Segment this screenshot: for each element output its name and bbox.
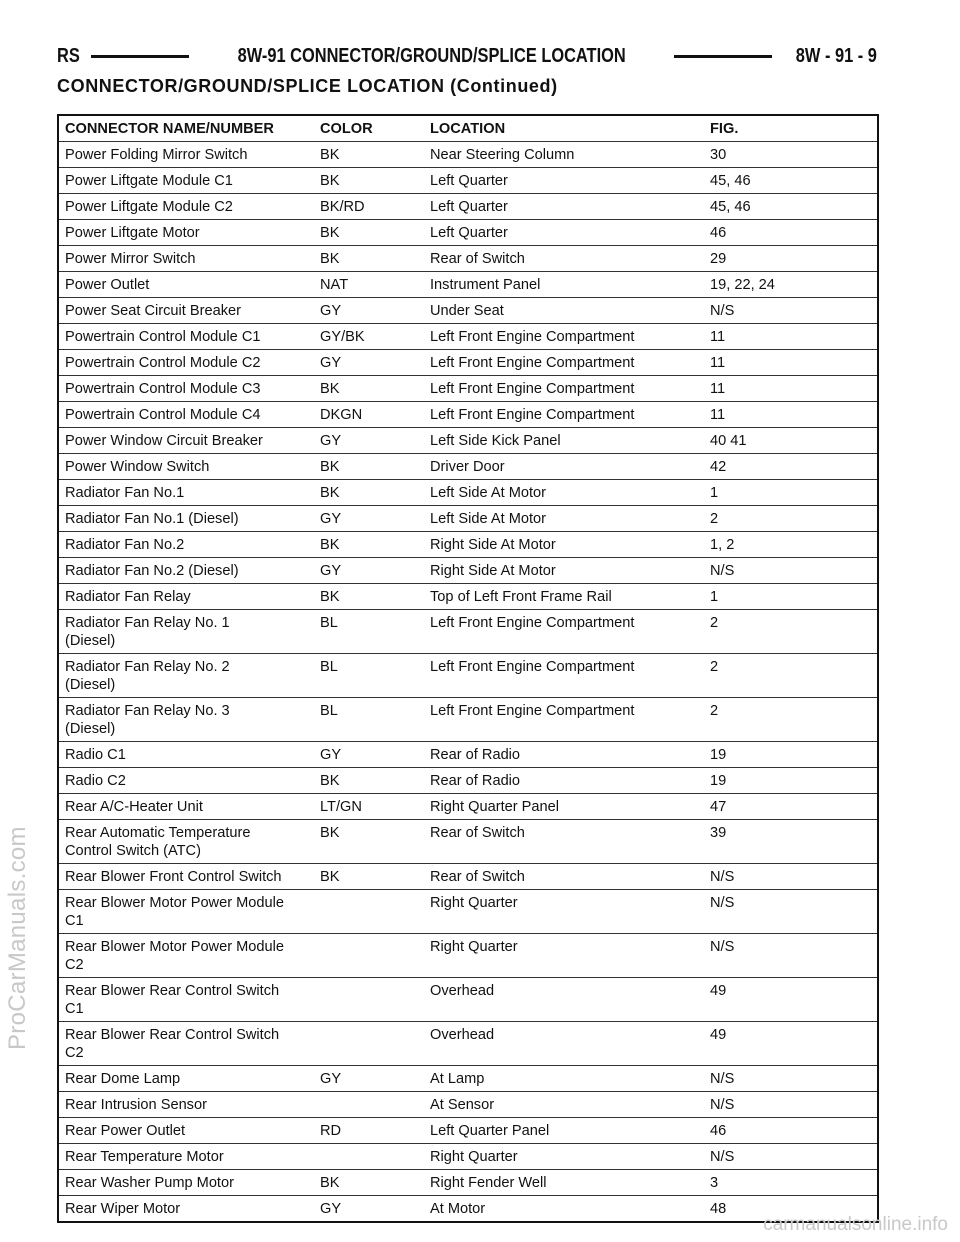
cell-color: BK <box>314 246 424 272</box>
cell-location: Left Front Engine Compartment <box>424 324 704 350</box>
cell-location: Rear of Switch <box>424 864 704 890</box>
cell-color: BK <box>314 220 424 246</box>
cell-location: Left Front Engine Compartment <box>424 350 704 376</box>
cell-connector-name: Radiator Fan No.1 (Diesel) <box>58 506 314 532</box>
cell-location: Left Front Engine Compartment <box>424 654 704 698</box>
table-row <box>58 1144 878 1170</box>
table-row <box>58 428 878 454</box>
cell-connector-name: Radiator Fan Relay No. 1 (Diesel) <box>58 610 314 654</box>
cell-connector-name: Powertrain Control Module C1 <box>58 324 314 350</box>
cell-color: LT/GN <box>314 794 424 820</box>
table-row <box>58 742 878 768</box>
cell-location: Right Quarter <box>424 1144 704 1170</box>
cell-location: At Lamp <box>424 1066 704 1092</box>
cell-fig: 2 <box>704 654 878 698</box>
section-title: 8W-91 CONNECTOR/GROUND/SPLICE LOCATION <box>237 44 626 67</box>
cell-fig: N/S <box>704 1144 878 1170</box>
footer-watermark: carmanualsonline.info <box>763 1214 948 1235</box>
column-header-location: LOCATION <box>424 115 704 142</box>
column-header-fig: FIG. <box>704 115 878 142</box>
cell-location: Left Front Engine Compartment <box>424 402 704 428</box>
cell-fig: N/S <box>704 558 878 584</box>
cell-connector-name: Rear Automatic Temperature Control Switch (ATC) <box>58 820 314 864</box>
table-row <box>58 768 878 794</box>
table-row <box>58 654 878 698</box>
cell-color: NAT <box>314 272 424 298</box>
cell-fig: 19 <box>704 742 878 768</box>
cell-location: Overhead <box>424 978 704 1022</box>
cell-color: BK/RD <box>314 194 424 220</box>
table-body <box>58 142 878 1223</box>
cell-connector-name: Powertrain Control Module C2 <box>58 350 314 376</box>
cell-location: Left Front Engine Compartment <box>424 376 704 402</box>
cell-location: Left Front Engine Compartment <box>424 698 704 742</box>
cell-connector-name: Rear A/C-Heater Unit <box>58 794 314 820</box>
cell-connector-name: Rear Blower Rear Control Switch C1 <box>58 978 314 1022</box>
cell-location: Left Side At Motor <box>424 480 704 506</box>
cell-location: Rear of Radio <box>424 768 704 794</box>
table-row <box>58 1022 878 1066</box>
table-row <box>58 324 878 350</box>
side-watermark: ProCarManuals.com <box>4 826 31 1050</box>
table-row <box>58 272 878 298</box>
cell-color: BK <box>314 864 424 890</box>
cell-color: BK <box>314 480 424 506</box>
cell-connector-name: Power Window Switch <box>58 454 314 480</box>
connector-table <box>57 114 879 1223</box>
table-row <box>58 890 878 934</box>
cell-fig: 2 <box>704 506 878 532</box>
cell-location: Left Quarter <box>424 168 704 194</box>
cell-color: BK <box>314 142 424 168</box>
cell-fig: 40 41 <box>704 428 878 454</box>
cell-location: At Sensor <box>424 1092 704 1118</box>
page-subtitle: CONNECTOR/GROUND/SPLICE LOCATION (Continued) <box>57 76 558 96</box>
cell-connector-name: Rear Dome Lamp <box>58 1066 314 1092</box>
cell-location: Near Steering Column <box>424 142 704 168</box>
cell-location: Right Fender Well <box>424 1170 704 1196</box>
cell-color: RD <box>314 1118 424 1144</box>
cell-color: BK <box>314 584 424 610</box>
cell-fig: 2 <box>704 610 878 654</box>
table-row <box>58 978 878 1022</box>
cell-color: BK <box>314 454 424 480</box>
cell-connector-name: Powertrain Control Module C3 <box>58 376 314 402</box>
table-row <box>58 194 878 220</box>
cell-fig: 30 <box>704 142 878 168</box>
cell-connector-name: Power Liftgate Module C1 <box>58 168 314 194</box>
cell-location: Under Seat <box>424 298 704 324</box>
cell-location: At Motor <box>424 1196 704 1223</box>
cell-location: Rear of Radio <box>424 742 704 768</box>
table-row <box>58 246 878 272</box>
cell-fig: N/S <box>704 298 878 324</box>
cell-location: Right Quarter Panel <box>424 794 704 820</box>
table-row <box>58 610 878 654</box>
cell-connector-name: Radiator Fan No.2 <box>58 532 314 558</box>
table-row <box>58 480 878 506</box>
cell-location: Right Side At Motor <box>424 532 704 558</box>
cell-connector-name: Radiator Fan Relay No. 3 (Diesel) <box>58 698 314 742</box>
cell-fig: 2 <box>704 698 878 742</box>
cell-connector-name: Power Window Circuit Breaker <box>58 428 314 454</box>
cell-location: Left Side Kick Panel <box>424 428 704 454</box>
table-row <box>58 298 878 324</box>
cell-connector-name: Radiator Fan No.1 <box>58 480 314 506</box>
cell-connector-name: Rear Blower Rear Control Switch C2 <box>58 1022 314 1066</box>
cell-color <box>314 1092 424 1118</box>
cell-fig: 48 <box>704 1196 878 1223</box>
table-header-row <box>58 115 878 142</box>
cell-color: GY <box>314 742 424 768</box>
cell-connector-name: Radiator Fan Relay No. 2 (Diesel) <box>58 654 314 698</box>
section-code: RS <box>57 44 80 67</box>
table-row <box>58 506 878 532</box>
cell-color: BK <box>314 168 424 194</box>
cell-fig: 46 <box>704 1118 878 1144</box>
table-row <box>58 934 878 978</box>
cell-connector-name: Rear Blower Motor Power Module C1 <box>58 890 314 934</box>
cell-location: Left Quarter <box>424 194 704 220</box>
cell-connector-name: Power Outlet <box>58 272 314 298</box>
cell-fig: 11 <box>704 402 878 428</box>
cell-fig: 42 <box>704 454 878 480</box>
cell-location: Left Side At Motor <box>424 506 704 532</box>
cell-color <box>314 978 424 1022</box>
column-header-name: CONNECTOR NAME/NUMBER <box>58 115 314 142</box>
cell-connector-name: Rear Intrusion Sensor <box>58 1092 314 1118</box>
cell-fig: 11 <box>704 324 878 350</box>
cell-fig: 45, 46 <box>704 168 878 194</box>
page-header <box>57 42 877 70</box>
cell-color: GY <box>314 506 424 532</box>
cell-fig: N/S <box>704 1066 878 1092</box>
cell-fig: N/S <box>704 864 878 890</box>
table-row <box>58 454 878 480</box>
cell-connector-name: Rear Washer Pump Motor <box>58 1170 314 1196</box>
cell-color: GY <box>314 558 424 584</box>
cell-color: BK <box>314 376 424 402</box>
table-row <box>58 1066 878 1092</box>
cell-color <box>314 1144 424 1170</box>
cell-fig: 29 <box>704 246 878 272</box>
table-row <box>58 584 878 610</box>
cell-connector-name: Powertrain Control Module C4 <box>58 402 314 428</box>
cell-fig: N/S <box>704 890 878 934</box>
table-row <box>58 794 878 820</box>
page-number: 8W - 91 - 9 <box>795 44 877 67</box>
cell-connector-name: Power Liftgate Motor <box>58 220 314 246</box>
cell-color: BK <box>314 1170 424 1196</box>
cell-color: BK <box>314 532 424 558</box>
cell-connector-name: Radiator Fan Relay <box>58 584 314 610</box>
cell-location: Left Front Engine Compartment <box>424 610 704 654</box>
cell-location: Top of Left Front Frame Rail <box>424 584 704 610</box>
cell-color: GY <box>314 298 424 324</box>
cell-fig: N/S <box>704 1092 878 1118</box>
table-row <box>58 532 878 558</box>
table-row <box>58 1118 878 1144</box>
cell-color: BL <box>314 654 424 698</box>
cell-connector-name: Rear Blower Motor Power Module C2 <box>58 934 314 978</box>
cell-location: Overhead <box>424 1022 704 1066</box>
cell-location: Left Quarter <box>424 220 704 246</box>
cell-color: BK <box>314 820 424 864</box>
table-row <box>58 220 878 246</box>
cell-color: BL <box>314 610 424 654</box>
cell-color: DKGN <box>314 402 424 428</box>
table-row <box>58 376 878 402</box>
cell-fig: 49 <box>704 1022 878 1066</box>
cell-fig: 49 <box>704 978 878 1022</box>
cell-color: GY <box>314 1066 424 1092</box>
cell-color <box>314 890 424 934</box>
cell-fig: N/S <box>704 934 878 978</box>
cell-connector-name: Power Folding Mirror Switch <box>58 142 314 168</box>
cell-location: Right Quarter <box>424 890 704 934</box>
cell-location: Instrument Panel <box>424 272 704 298</box>
cell-fig: 11 <box>704 350 878 376</box>
cell-fig: 3 <box>704 1170 878 1196</box>
column-header-color: COLOR <box>314 115 424 142</box>
cell-connector-name: Rear Blower Front Control Switch <box>58 864 314 890</box>
cell-fig: 39 <box>704 820 878 864</box>
cell-connector-name: Rear Temperature Motor <box>58 1144 314 1170</box>
cell-location: Right Quarter <box>424 934 704 978</box>
table-row <box>58 402 878 428</box>
table-row <box>58 1196 878 1223</box>
cell-color: BK <box>314 768 424 794</box>
cell-location: Driver Door <box>424 454 704 480</box>
cell-fig: 1, 2 <box>704 532 878 558</box>
table-row <box>58 820 878 864</box>
cell-location: Rear of Switch <box>424 820 704 864</box>
cell-color: GY <box>314 350 424 376</box>
table-row <box>58 350 878 376</box>
cell-connector-name: Rear Power Outlet <box>58 1118 314 1144</box>
table-row <box>58 1092 878 1118</box>
table-row <box>58 142 878 168</box>
table-row <box>58 1170 878 1196</box>
table-row <box>58 558 878 584</box>
cell-location: Rear of Switch <box>424 246 704 272</box>
table-row <box>58 864 878 890</box>
cell-fig: 19 <box>704 768 878 794</box>
cell-fig: 46 <box>704 220 878 246</box>
cell-fig: 1 <box>704 480 878 506</box>
cell-color: GY/BK <box>314 324 424 350</box>
cell-connector-name: Radiator Fan No.2 (Diesel) <box>58 558 314 584</box>
cell-fig: 19, 22, 24 <box>704 272 878 298</box>
table-row <box>58 168 878 194</box>
cell-connector-name: Power Seat Circuit Breaker <box>58 298 314 324</box>
cell-color <box>314 1022 424 1066</box>
cell-connector-name: Radio C2 <box>58 768 314 794</box>
header-rule-right <box>674 55 772 58</box>
cell-connector-name: Power Liftgate Module C2 <box>58 194 314 220</box>
cell-connector-name: Radio C1 <box>58 742 314 768</box>
cell-fig: 47 <box>704 794 878 820</box>
cell-color: GY <box>314 1196 424 1223</box>
cell-color <box>314 934 424 978</box>
cell-color: BL <box>314 698 424 742</box>
cell-fig: 45, 46 <box>704 194 878 220</box>
cell-connector-name: Power Mirror Switch <box>58 246 314 272</box>
table-row <box>58 698 878 742</box>
cell-location: Left Quarter Panel <box>424 1118 704 1144</box>
cell-connector-name: Rear Wiper Motor <box>58 1196 314 1223</box>
cell-fig: 1 <box>704 584 878 610</box>
header-rule-left <box>91 55 189 58</box>
cell-location: Right Side At Motor <box>424 558 704 584</box>
cell-color: GY <box>314 428 424 454</box>
cell-fig: 11 <box>704 376 878 402</box>
